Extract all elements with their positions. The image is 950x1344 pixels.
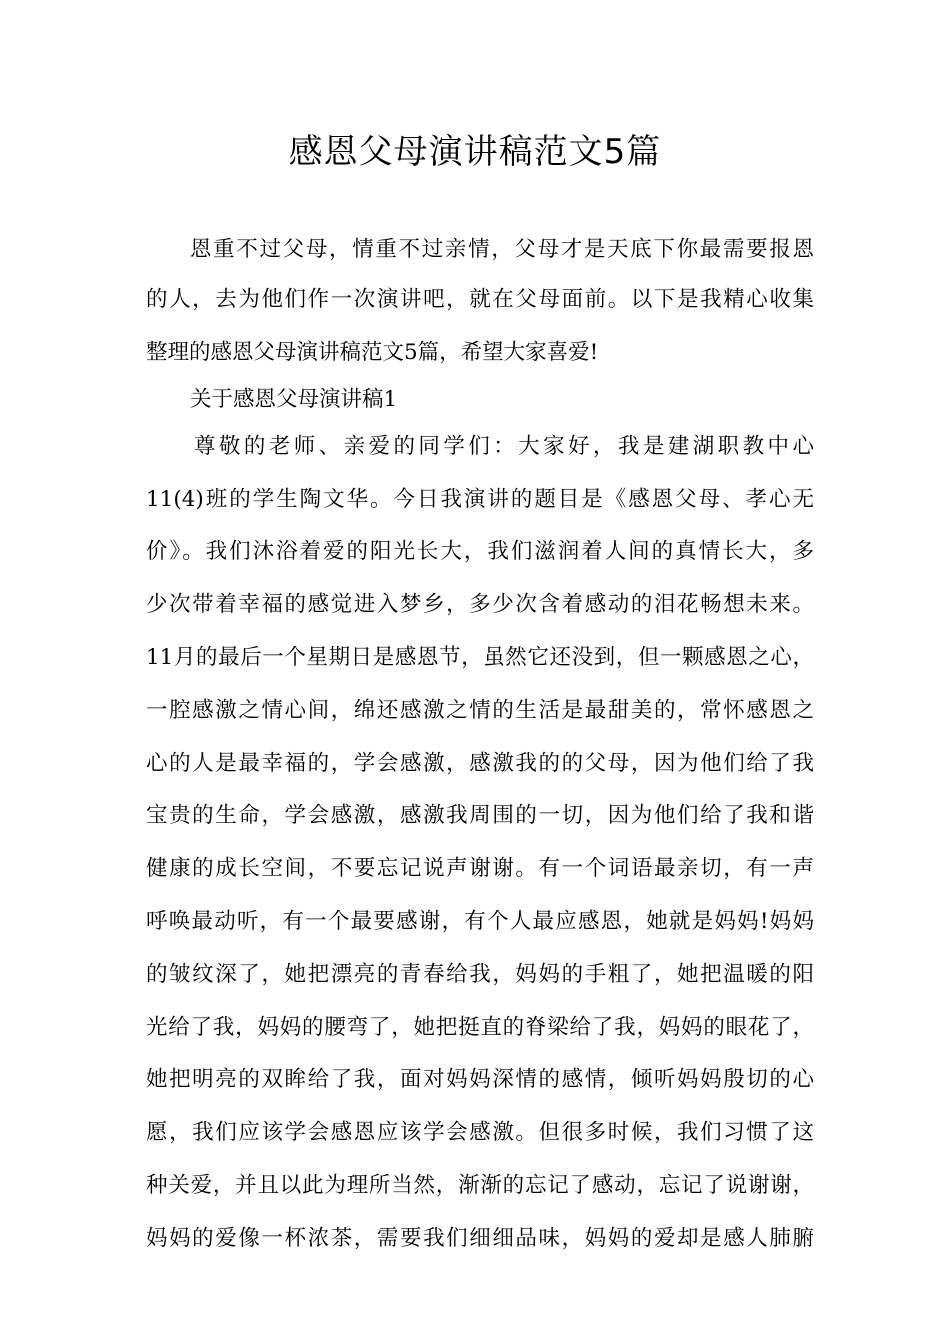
paragraph-line: 心的人是最幸福的，学会感激，感激我的的父母，因为他们给了我 bbox=[146, 750, 814, 776]
paragraph-line: 妈妈的爱像一杯浓茶，需要我们细细品味，妈妈的爱却是感人肺腑 bbox=[146, 1225, 814, 1251]
document-title: 感恩父母演讲稿范文5篇 bbox=[288, 132, 662, 172]
paragraph-line: 价》。我们沐浴着爱的阳光长大，我们滋润着人间的真情长大，多 bbox=[146, 539, 814, 565]
paragraph-line: 的皱纹深了，她把漂亮的青春给我，妈妈的手粗了，她把温暖的阳 bbox=[146, 961, 814, 987]
paragraph-line: 的人，去为他们作一次演讲吧，就在父母面前。以下是我精心收集 bbox=[146, 287, 814, 312]
section-heading: 关于感恩父母演讲稿1 bbox=[190, 386, 398, 412]
paragraph-line: 恩重不过父母，情重不过亲情，父母才是天底下你最需要报恩 bbox=[190, 237, 814, 262]
paragraph-line: 光给了我，妈妈的腰弯了，她把挺直的脊梁给了我，妈妈的眼花了， bbox=[146, 1014, 814, 1040]
paragraph-line: 呼唤最动听，有一个最要感谢，有个人最应感恩，她就是妈妈!妈妈 bbox=[146, 908, 814, 934]
paragraph-line: 整理的感恩父母演讲稿范文5篇，希望大家喜爱! bbox=[146, 339, 599, 365]
paragraph-line: 宝贵的生命，学会感激，感激我周围的一切，因为他们给了我和谐 bbox=[146, 803, 814, 829]
paragraph-line: 健康的成长空间，不要忘记说声谢谢。有一个词语最亲切，有一声 bbox=[146, 856, 814, 882]
paragraph-line: 11(4)班的学生陶文华。今日我演讲的题目是《感恩父母、孝心无 bbox=[146, 486, 814, 512]
paragraph-line: 少次带着幸福的感觉进入梦乡，多少次含着感动的泪花畅想未来。 bbox=[146, 592, 814, 618]
paragraph-line: 一腔感激之情心间，绵还感激之情的生活是最甜美的，常怀感恩之 bbox=[146, 697, 814, 723]
paragraph-line: 愿，我们应该学会感恩应该学会感激。但很多时候，我们习惯了这 bbox=[146, 1120, 814, 1146]
document-body bbox=[146, 232, 814, 1274]
paragraph-line: 她把明亮的双眸给了我，面对妈妈深情的感情，倾听妈妈殷切的心 bbox=[146, 1067, 814, 1093]
paragraph-line: 尊敬的老师、亲爱的同学们：大家好，我是建湖职教中心 bbox=[194, 433, 814, 459]
paragraph-line: 种关爱，并且以此为理所当然，渐渐的忘记了感动，忘记了说谢谢， bbox=[146, 1172, 814, 1198]
paragraph-line: 11月的最后一个星期日是感恩节，虽然它还没到，但一颗感恩之心， bbox=[146, 644, 814, 670]
